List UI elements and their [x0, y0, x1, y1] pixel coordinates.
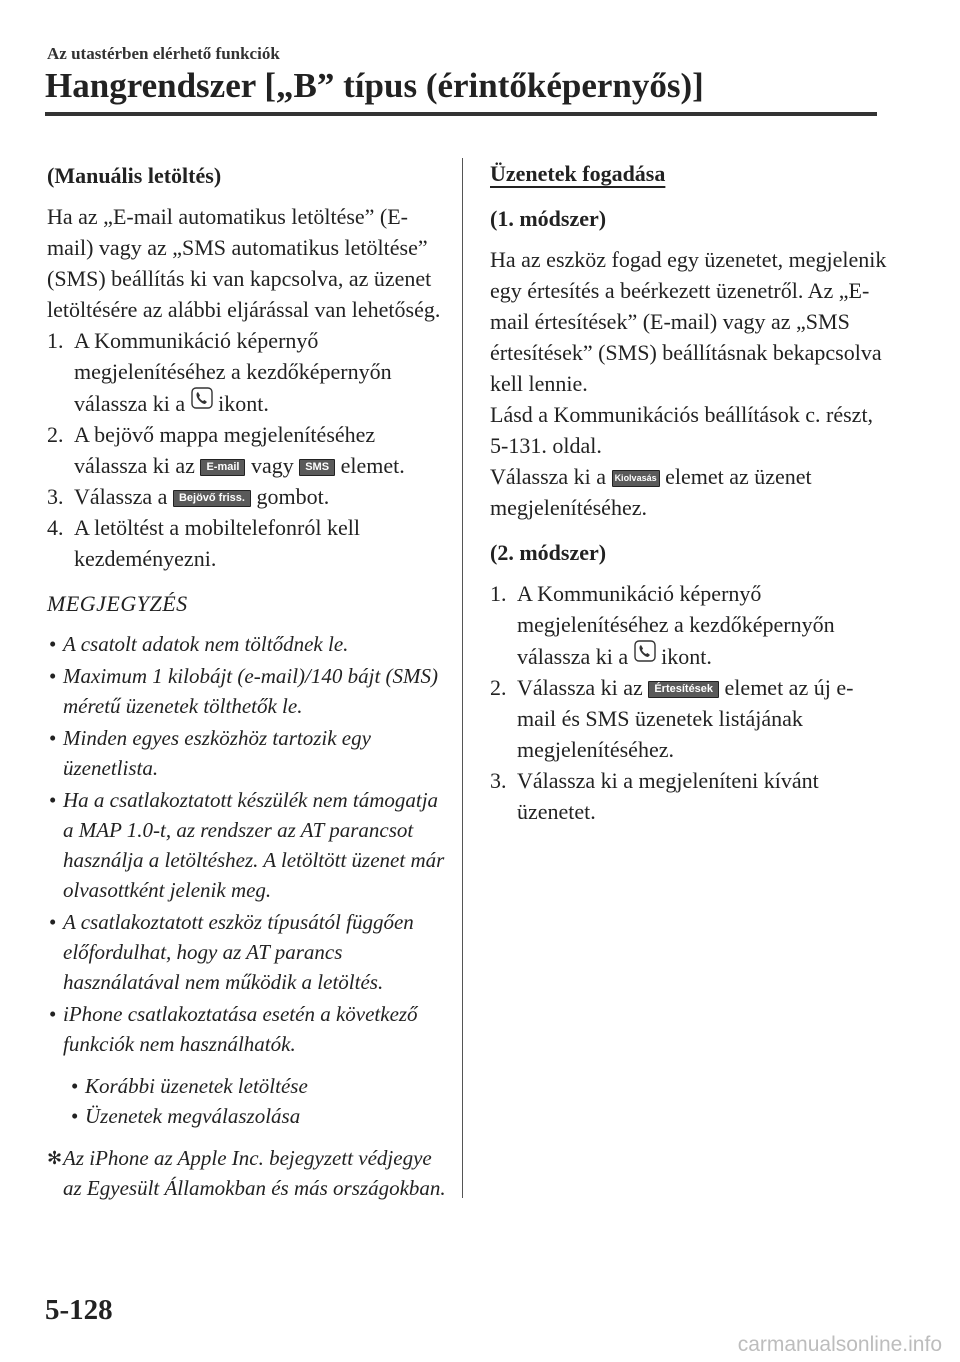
email-button[interactable]: E-mail: [200, 459, 245, 476]
step-text-end: elemet az új e-mail és SMS üzenetek listájának megjelenítéséhez.: [517, 675, 854, 762]
note-text: Minden egyes eszközhöz tartozik egy üzenetlista.: [63, 726, 371, 780]
bullet-icon: •: [49, 1002, 57, 1026]
method-2-step-2: [490, 672, 890, 765]
page-number: 5-128: [45, 1294, 113, 1326]
step-text-end: ikont.: [218, 391, 269, 416]
bullet-icon: •: [71, 1104, 79, 1128]
step-text-end: elemet.: [340, 453, 405, 478]
method-2-heading: (2. módszer): [490, 540, 607, 565]
step-number: 3.: [47, 484, 64, 509]
bullet-icon: •: [49, 726, 57, 750]
step-text: Válassza ki a megjeleníteni kívánt üzenetet.: [517, 768, 819, 824]
note-item: [47, 629, 447, 659]
bullet-icon: •: [49, 910, 57, 934]
phone-icon: [634, 640, 656, 662]
bullet-icon: •: [49, 632, 57, 656]
method-1-select: [490, 461, 890, 523]
step-number: 1.: [47, 328, 64, 353]
trademark-note: [47, 1143, 447, 1203]
note-item: [47, 661, 447, 721]
step-number: 4.: [47, 515, 64, 540]
trademark-text: Az iPhone az Apple Inc. bejegyzett védjegye az Egyesült Államokban és más országokban.: [63, 1146, 446, 1200]
right-column: [490, 160, 890, 827]
note-title: MEGJEGYZÉS: [47, 591, 188, 616]
bullet-icon: •: [49, 788, 57, 812]
step-number: 2.: [47, 422, 64, 447]
left-column: [47, 160, 447, 1203]
method-1-reference: Lásd a Kommunikációs beállítások c. részt, 5-131. oldal.: [490, 402, 874, 458]
method-2-step-3: [490, 765, 890, 827]
step-3: [47, 481, 447, 512]
step-text-end: gombot.: [256, 484, 330, 509]
sub-note-text: Üzenetek megválaszolása: [85, 1104, 301, 1128]
bullet-icon: •: [71, 1074, 79, 1098]
step-number: 3.: [490, 768, 507, 793]
inbox-refresh-button[interactable]: Bejövő friss.: [173, 490, 251, 507]
sub-note-item: [47, 1071, 447, 1101]
note-item: [47, 907, 447, 997]
phone-icon: [191, 387, 213, 409]
note-item: [47, 785, 447, 905]
notifications-button[interactable]: Értesítések: [648, 681, 719, 698]
note-text: A csatolt adatok nem töltődnek le.: [63, 632, 349, 656]
page-title: Hangrendszer [„B” típus (érintőképernyős)]: [45, 66, 704, 105]
step-text-mid: vagy: [250, 453, 294, 478]
step-1: [47, 325, 447, 419]
sub-note-text: Korábbi üzenetek letöltése: [85, 1074, 308, 1098]
title-rule: [45, 112, 877, 116]
select-text-end: elemet az üzenet megjelenítéséhez.: [490, 464, 812, 520]
select-text: Válassza ki a: [490, 464, 607, 489]
step-number: 2.: [490, 675, 507, 700]
step-text: A letöltést a mobiltelefonról kell kezdeményezni.: [74, 515, 360, 571]
method-1-text: Ha az eszköz fogad egy üzenetet, megjelenik egy értesítés a beérkezett üzenetről. Az „E-mail értesítések” (E-mail) vagy az „SMS értesítések” (SMS) beállításnak bekapcsolva kell lennie.: [490, 247, 887, 396]
manual-download-heading: (Manuális letöltés): [47, 163, 222, 188]
bullet-icon: •: [49, 664, 57, 688]
step-text: A Kommunikáció képernyő megjelenítéséhez a kezdőképernyőn válassza ki a: [517, 581, 835, 669]
section-label: Az utastérben elérhető funkciók: [47, 44, 280, 63]
read-button[interactable]: Kiolvasás: [612, 470, 660, 487]
note-item: [47, 999, 447, 1059]
watermark: carmanualsonline.info: [737, 1333, 942, 1356]
note-text: iPhone csatlakoztatása esetén a következő funkciók nem használhatók.: [63, 1002, 418, 1056]
step-number: 1.: [490, 581, 507, 606]
receive-messages-heading: Üzenetek fogadása: [490, 161, 666, 186]
method-1-heading: (1. módszer): [490, 206, 607, 231]
note-text: Maximum 1 kilobájt (e-mail)/140 bájt (SMS) méretű üzenetek tölthetők le.: [63, 664, 439, 718]
column-divider: [462, 158, 463, 1198]
note-text: Ha a csatlakoztatott készülék nem támogatja a MAP 1.0-t, az rendszer az AT parancsot használja a letöltéshez. A letöltött üzenet már olvasottként jelenik meg.: [63, 788, 445, 902]
note-item: [47, 723, 447, 783]
method-2-step-1: [490, 578, 890, 672]
step-text-end: ikont.: [661, 644, 712, 669]
asterisk-icon: ✻: [47, 1148, 63, 1168]
step-text: Válassza ki az: [517, 675, 643, 700]
note-text: A csatlakoztatott eszköz típusától függően előfordulhat, hogy az AT parancs használatával nem működik a letöltés.: [63, 910, 414, 994]
step-text: A bejövő mappa megjelenítéséhez válassza ki az: [74, 422, 376, 478]
step-4: [47, 512, 447, 574]
step-2: [47, 419, 447, 481]
manual-download-intro: Ha az „E-mail automatikus letöltése” (E-mail) vagy az „SMS automatikus letöltése” (SMS) beállítás ki van kapcsolva, az üzenet letöltésére az alábbi eljárással van lehetőség.: [47, 204, 441, 322]
step-text: Válassza a: [74, 484, 168, 509]
sms-button[interactable]: SMS: [299, 459, 335, 476]
step-text: A Kommunikáció képernyő megjelenítéséhez a kezdőképernyőn válassza ki a: [74, 328, 392, 416]
sub-note-item: [47, 1101, 447, 1131]
